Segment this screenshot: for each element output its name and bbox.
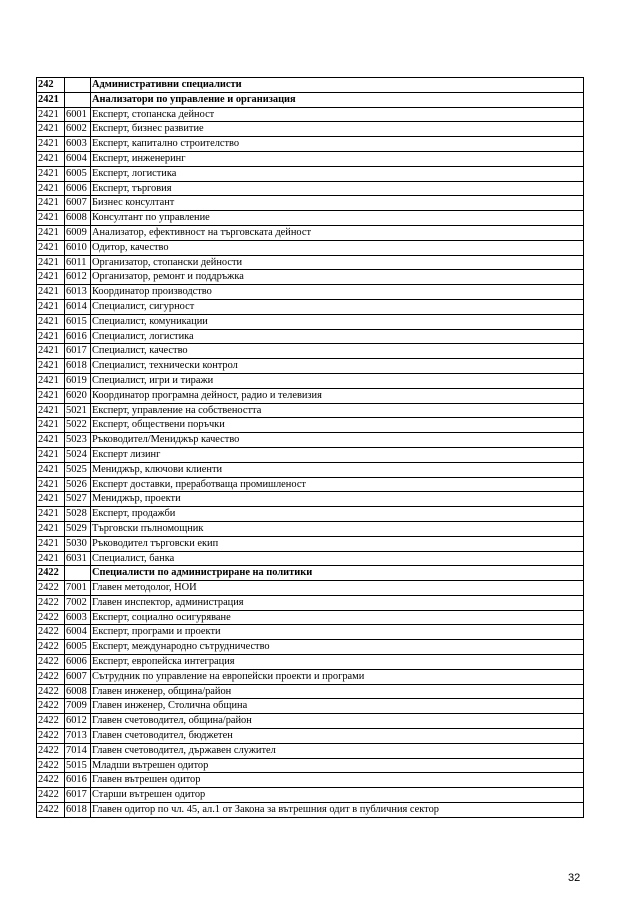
table-row xyxy=(37,447,584,462)
table-row xyxy=(37,714,584,729)
title-cell: Експерт, логистика xyxy=(91,166,584,181)
subcode-cell: 5027 xyxy=(65,492,91,507)
table-row xyxy=(37,373,584,388)
table-group-row xyxy=(37,78,584,93)
code-cell: 2421 xyxy=(37,388,65,403)
table-row xyxy=(37,151,584,166)
title-cell: Специалист, банка xyxy=(91,551,584,566)
title-cell: Консултант по управление xyxy=(91,211,584,226)
subcode-cell: 6003 xyxy=(65,610,91,625)
code-cell: 2422 xyxy=(37,684,65,699)
title-cell: Главен инженер, Столична община xyxy=(91,699,584,714)
table-row xyxy=(37,743,584,758)
table-row xyxy=(37,270,584,285)
subcode-cell: 6017 xyxy=(65,788,91,803)
subcode-cell: 6005 xyxy=(65,166,91,181)
code-cell: 2421 xyxy=(37,225,65,240)
subcode-cell: 6007 xyxy=(65,196,91,211)
title-cell: Експерт, капитално строителство xyxy=(91,137,584,152)
title-cell: Специалист, игри и тиражи xyxy=(91,373,584,388)
subcode-cell: 6015 xyxy=(65,314,91,329)
subcode-cell: 6002 xyxy=(65,122,91,137)
title-cell: Експерт, социално осигуряване xyxy=(91,610,584,625)
code-cell: 2421 xyxy=(37,418,65,433)
title-cell: Анализатор, ефективност на търговската дейност xyxy=(91,225,584,240)
code-cell: 2422 xyxy=(37,788,65,803)
code-cell: 2421 xyxy=(37,166,65,181)
title-cell: Експерт доставки, преработваща промишленост xyxy=(91,477,584,492)
subcode-cell: 6012 xyxy=(65,714,91,729)
table-row xyxy=(37,625,584,640)
table-row xyxy=(37,729,584,744)
subcode-cell: 6008 xyxy=(65,684,91,699)
table-row xyxy=(37,684,584,699)
code-cell: 2421 xyxy=(37,551,65,566)
subcode-cell: 5028 xyxy=(65,507,91,522)
code-cell: 2421 xyxy=(37,314,65,329)
code-cell: 2421 xyxy=(37,344,65,359)
title-cell: Специалист, логистика xyxy=(91,329,584,344)
code-cell: 2421 xyxy=(37,299,65,314)
code-cell: 2422 xyxy=(37,714,65,729)
title-cell: Търговски пълномощник xyxy=(91,521,584,536)
title-cell: Старши вътрешен одитор xyxy=(91,788,584,803)
code-cell: 2421 xyxy=(37,92,65,107)
table-row xyxy=(37,329,584,344)
table-row xyxy=(37,595,584,610)
subcode-cell: 5030 xyxy=(65,536,91,551)
code-cell: 2421 xyxy=(37,477,65,492)
code-cell: 2422 xyxy=(37,743,65,758)
subcode-cell: 6006 xyxy=(65,655,91,670)
subcode-cell: 5023 xyxy=(65,433,91,448)
title-cell: Главен счетоводител, държавен служител xyxy=(91,743,584,758)
table-row xyxy=(37,640,584,655)
code-cell: 2421 xyxy=(37,151,65,166)
title-cell: Експерт, управление на собствеността xyxy=(91,403,584,418)
code-cell: 2422 xyxy=(37,610,65,625)
code-cell: 242 xyxy=(37,78,65,93)
subcode-cell: 6005 xyxy=(65,640,91,655)
title-cell: Ръководител/Мениджър качество xyxy=(91,433,584,448)
title-cell: Експерт, европейска интеграция xyxy=(91,655,584,670)
title-cell: Главен счетоводител, община/район xyxy=(91,714,584,729)
subcode-cell: 6017 xyxy=(65,344,91,359)
title-cell: Мениджър, ключови клиенти xyxy=(91,462,584,477)
subcode-cell: 6011 xyxy=(65,255,91,270)
table-row xyxy=(37,803,584,818)
table-row xyxy=(37,418,584,433)
code-cell: 2422 xyxy=(37,758,65,773)
table-row xyxy=(37,536,584,551)
subcode-cell: 6019 xyxy=(65,373,91,388)
title-cell: Главен методолог, НОИ xyxy=(91,581,584,596)
subcode-cell: 5029 xyxy=(65,521,91,536)
title-cell: Специалисти по администриране на политики xyxy=(91,566,584,581)
code-cell: 2421 xyxy=(37,329,65,344)
subcode-cell: 5024 xyxy=(65,447,91,462)
table-row xyxy=(37,196,584,211)
title-cell: Експерт, обществени поръчки xyxy=(91,418,584,433)
table-row xyxy=(37,758,584,773)
table-row xyxy=(37,581,584,596)
subcode-cell: 6004 xyxy=(65,151,91,166)
title-cell: Мениджър, проекти xyxy=(91,492,584,507)
subcode-cell: 6014 xyxy=(65,299,91,314)
code-cell: 2421 xyxy=(37,433,65,448)
code-cell: 2421 xyxy=(37,536,65,551)
subcode-cell xyxy=(65,78,91,93)
code-cell: 2421 xyxy=(37,462,65,477)
subcode-cell: 7009 xyxy=(65,699,91,714)
title-cell: Специалист, технически контрол xyxy=(91,359,584,374)
subcode-cell: 5022 xyxy=(65,418,91,433)
title-cell: Експерт, продажби xyxy=(91,507,584,522)
table-group-row xyxy=(37,566,584,581)
code-cell: 2421 xyxy=(37,107,65,122)
code-cell: 2421 xyxy=(37,196,65,211)
code-cell: 2421 xyxy=(37,137,65,152)
title-cell: Организатор, ремонт и поддръжка xyxy=(91,270,584,285)
table-row xyxy=(37,255,584,270)
title-cell: Експерт, стопанска дейност xyxy=(91,107,584,122)
title-cell: Специалист, сигурност xyxy=(91,299,584,314)
subcode-cell: 5026 xyxy=(65,477,91,492)
title-cell: Главен инспектор, администрация xyxy=(91,595,584,610)
code-cell: 2421 xyxy=(37,373,65,388)
code-cell: 2422 xyxy=(37,699,65,714)
code-cell: 2421 xyxy=(37,403,65,418)
title-cell: Главен инженер, община/район xyxy=(91,684,584,699)
subcode-cell: 6020 xyxy=(65,388,91,403)
title-cell: Сътрудник по управление на европейски проекти и програми xyxy=(91,669,584,684)
table-row xyxy=(37,299,584,314)
table-row xyxy=(37,462,584,477)
table-row xyxy=(37,122,584,137)
code-cell: 2421 xyxy=(37,211,65,226)
title-cell: Ръководител търговски екип xyxy=(91,536,584,551)
subcode-cell: 6010 xyxy=(65,240,91,255)
title-cell: Специалист, качество xyxy=(91,344,584,359)
subcode-cell: 5015 xyxy=(65,758,91,773)
subcode-cell: 6007 xyxy=(65,669,91,684)
title-cell: Одитор, качество xyxy=(91,240,584,255)
title-cell: Експерт, инженеринг xyxy=(91,151,584,166)
code-cell: 2421 xyxy=(37,521,65,536)
code-cell: 2421 xyxy=(37,447,65,462)
subcode-cell: 6008 xyxy=(65,211,91,226)
code-cell: 2422 xyxy=(37,640,65,655)
title-cell: Специалист, комуникации xyxy=(91,314,584,329)
subcode-cell: 6001 xyxy=(65,107,91,122)
subcode-cell: 6016 xyxy=(65,329,91,344)
code-cell: 2422 xyxy=(37,581,65,596)
table-row xyxy=(37,225,584,240)
subcode-cell: 6012 xyxy=(65,270,91,285)
table-body xyxy=(37,78,584,818)
title-cell: Административни специалисти xyxy=(91,78,584,93)
subcode-cell: 6006 xyxy=(65,181,91,196)
table-row xyxy=(37,211,584,226)
title-cell: Координатор програмна дейност, радио и телевизия xyxy=(91,388,584,403)
subcode-cell: 6009 xyxy=(65,225,91,240)
code-cell: 2421 xyxy=(37,240,65,255)
title-cell: Експерт, международно сътрудничество xyxy=(91,640,584,655)
subcode-cell: 6018 xyxy=(65,359,91,374)
title-cell: Експерт лизинг xyxy=(91,447,584,462)
code-cell: 2421 xyxy=(37,270,65,285)
table-row xyxy=(37,359,584,374)
code-cell: 2422 xyxy=(37,655,65,670)
table-row xyxy=(37,669,584,684)
title-cell: Организатор, стопански дейности xyxy=(91,255,584,270)
title-cell: Координатор производство xyxy=(91,285,584,300)
occupation-table xyxy=(36,77,584,818)
table-row xyxy=(37,492,584,507)
table-row xyxy=(37,551,584,566)
subcode-cell: 7014 xyxy=(65,743,91,758)
code-cell: 2422 xyxy=(37,803,65,818)
subcode-cell: 6031 xyxy=(65,551,91,566)
subcode-cell: 7001 xyxy=(65,581,91,596)
subcode-cell: 6003 xyxy=(65,137,91,152)
code-cell: 2422 xyxy=(37,595,65,610)
table-row xyxy=(37,107,584,122)
table-row xyxy=(37,521,584,536)
title-cell: Експерт, бизнес развитие xyxy=(91,122,584,137)
table-row xyxy=(37,699,584,714)
subcode-cell: 5021 xyxy=(65,403,91,418)
title-cell: Бизнес консултант xyxy=(91,196,584,211)
code-cell: 2421 xyxy=(37,255,65,270)
subcode-cell: 6013 xyxy=(65,285,91,300)
subcode-cell: 7013 xyxy=(65,729,91,744)
table-row xyxy=(37,166,584,181)
table-row xyxy=(37,788,584,803)
code-cell: 2422 xyxy=(37,625,65,640)
code-cell: 2421 xyxy=(37,122,65,137)
title-cell: Главен одитор по чл. 45, ал.1 от Закона за вътрешния одит в публичния сектор xyxy=(91,803,584,818)
subcode-cell: 6018 xyxy=(65,803,91,818)
title-cell: Главен счетоводител, бюджетен xyxy=(91,729,584,744)
table-row xyxy=(37,610,584,625)
subcode-cell xyxy=(65,92,91,107)
table-row xyxy=(37,240,584,255)
code-cell: 2421 xyxy=(37,359,65,374)
code-cell: 2422 xyxy=(37,669,65,684)
code-cell: 2421 xyxy=(37,492,65,507)
table-row xyxy=(37,773,584,788)
code-cell: 2421 xyxy=(37,507,65,522)
table-row xyxy=(37,477,584,492)
title-cell: Експерт, търговия xyxy=(91,181,584,196)
table-row xyxy=(37,137,584,152)
code-cell: 2421 xyxy=(37,285,65,300)
table-row xyxy=(37,433,584,448)
table-row xyxy=(37,403,584,418)
subcode-cell: 6004 xyxy=(65,625,91,640)
subcode-cell: 6016 xyxy=(65,773,91,788)
subcode-cell: 5025 xyxy=(65,462,91,477)
table-row xyxy=(37,285,584,300)
table-row xyxy=(37,655,584,670)
table-row xyxy=(37,507,584,522)
code-cell: 2422 xyxy=(37,729,65,744)
occupation-classification-table xyxy=(36,77,584,818)
title-cell: Експерт, програми и проекти xyxy=(91,625,584,640)
code-cell: 2422 xyxy=(37,773,65,788)
subcode-cell: 7002 xyxy=(65,595,91,610)
code-cell: 2422 xyxy=(37,566,65,581)
table-row xyxy=(37,181,584,196)
subcode-cell xyxy=(65,566,91,581)
table-row xyxy=(37,388,584,403)
code-cell: 2421 xyxy=(37,181,65,196)
table-group-row xyxy=(37,92,584,107)
title-cell: Младши вътрешен одитор xyxy=(91,758,584,773)
title-cell: Анализатори по управление и организация xyxy=(91,92,584,107)
title-cell: Главен вътрешен одитор xyxy=(91,773,584,788)
page-number: 32 xyxy=(568,872,581,884)
table-row xyxy=(37,344,584,359)
table-row xyxy=(37,314,584,329)
